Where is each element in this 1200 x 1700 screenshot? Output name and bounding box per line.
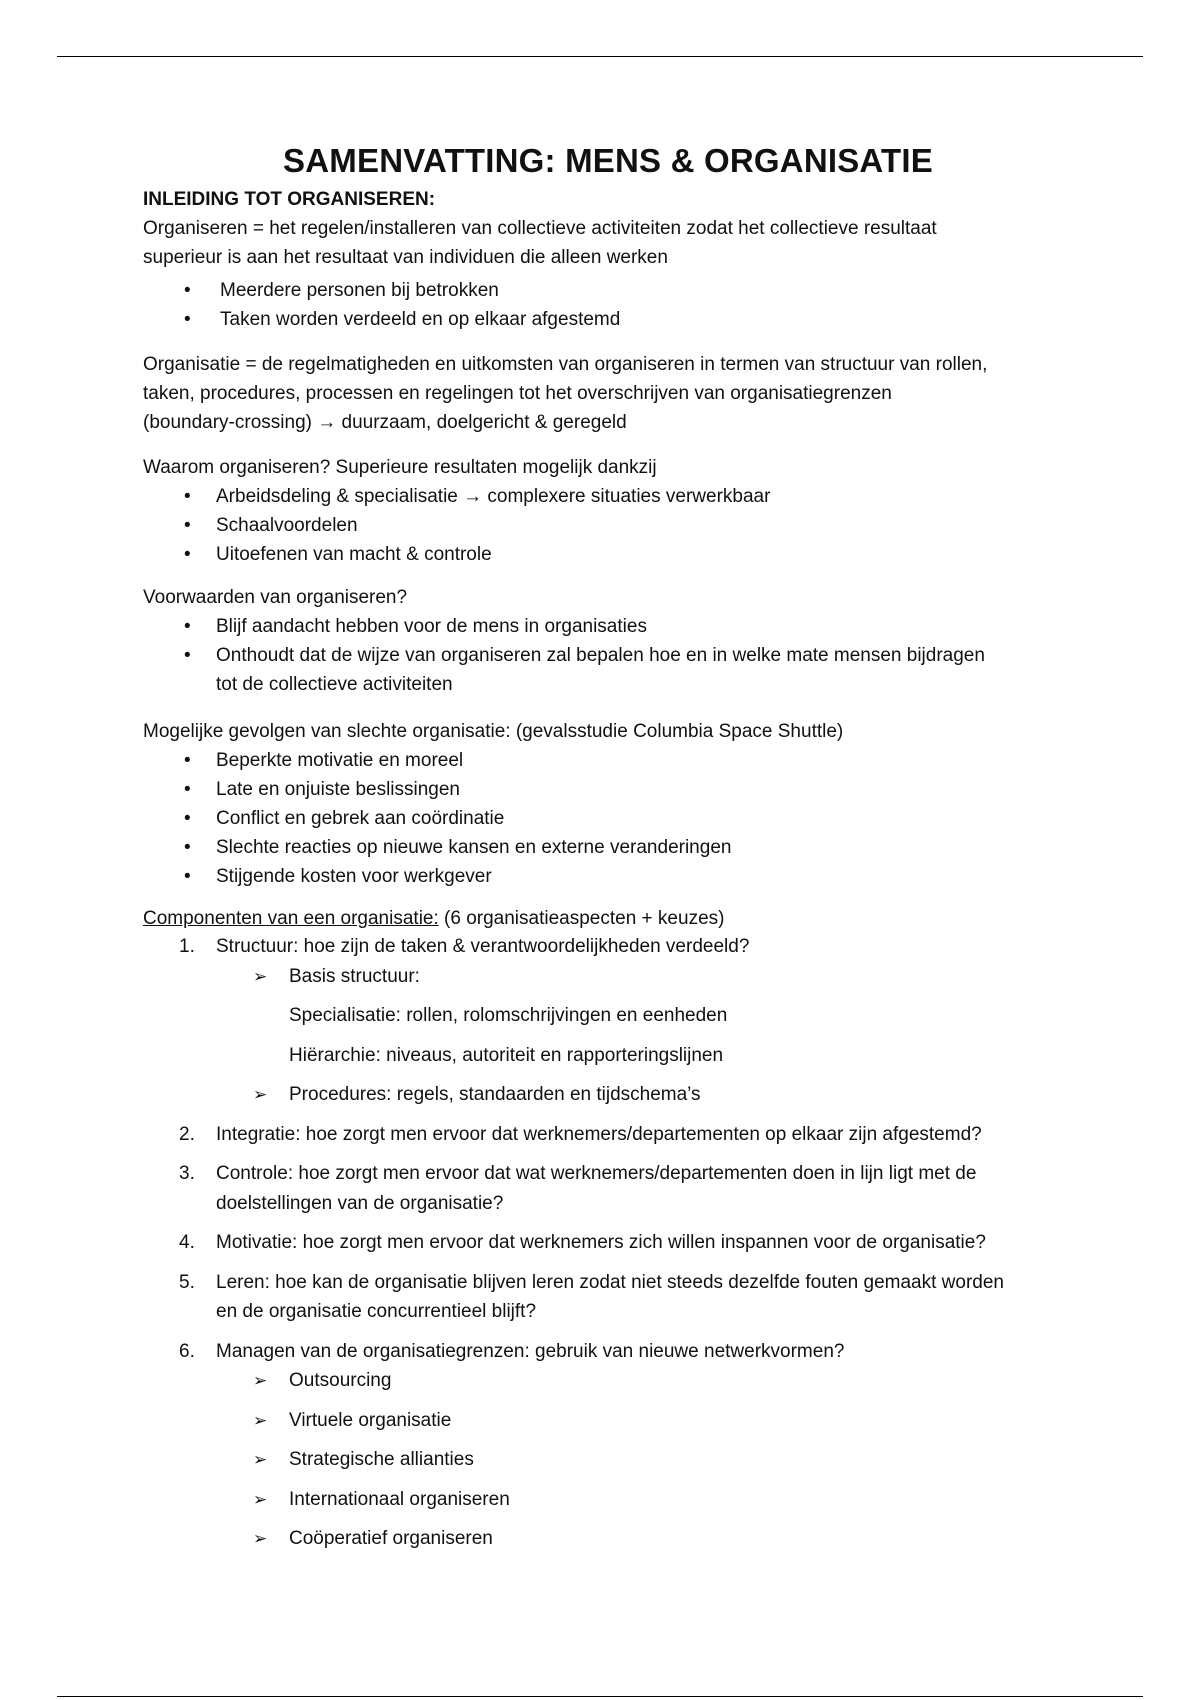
numbered-item-6: 6. Managen van de organisatiegrenzen: gebruik van nieuwe netwerkvormen? ➢ Outsourcing ➢ Virtuele organisatie ➢ Strategische allianties ➢ Internationaal organiseren ➢ Coöperatief organiseren <box>143 1337 1073 1554</box>
componenten-numbered-list <box>143 932 1073 1554</box>
numbered-item-4: 4. Motivatie: hoe zorgt men ervoor dat werknemers zich willen inspannen voor de organisatie? <box>179 1232 986 1253</box>
arrow-item: ➢ Coöperatief organiseren <box>143 1524 1073 1554</box>
arrow-item: ➢ Procedures: regels, standaarden en tijdschema’s <box>143 1080 1073 1110</box>
organiseren-bullet-list <box>143 276 1073 334</box>
arrow-item: ➢ Internationaal organiseren <box>143 1485 1073 1515</box>
list-item: • Stijgende kosten voor werkgever <box>143 862 1073 891</box>
arrow-item: ➢ Outsourcing <box>143 1366 1073 1396</box>
definition-organiseren: Organiseren = het regelen/installeren van collectieve activiteiten zodat het collectieve resultaat superieur is aan het resultaat van individuen die alleen werken <box>143 218 937 268</box>
netwerkvormen-sub-list <box>143 1366 1073 1554</box>
arrow-bullet-icon: ➢ <box>253 1410 268 1430</box>
gevolgen-bullet-list <box>143 746 1073 891</box>
numbered-item-1: 1. Structuur: hoe zijn de taken & verantwoordelijkheden verdeeld? ➢ Basis structuur: Specialisatie: rollen, rolomschrijvingen en eenheden Hiërarchie: niveaus, autoriteit en rapporteringslijnen ➢ Procedures: regels, standaarden en tijdschema’s <box>143 932 1073 1110</box>
definition-organisatie: Organisatie = de regelmatigheden en uitkomsten van organiseren in termen van structuur van rollen, taken, procedures, processen en regelingen tot het overschrijven van organisatiegrenzen (boundary-crossing) → duurzaam, doelgericht & geregeld <box>143 354 988 433</box>
numbered-item-2: 2. Integratie: hoe zorgt men ervoor dat werknemers/departementen op elkaar zijn afgestemd? <box>179 1123 982 1145</box>
list-item: • Onthoudt dat de wijze van organiseren zal bepalen hoe en in welke mate mensen bijdragen tot de collectieve activiteiten <box>143 641 1073 699</box>
list-item: • Schaalvoordelen <box>143 511 1073 540</box>
voorwaarden-bullet-list <box>143 612 1073 699</box>
componenten-underlined: Componenten van een organisatie: <box>143 908 439 929</box>
section-heading: INLEIDING TOT ORGANISEREN: <box>143 189 436 210</box>
list-item: • Conflict en gebrek aan coördinatie <box>143 804 1073 833</box>
arrow-item: ➢ Basis structuur: <box>143 962 1073 992</box>
top-rule <box>57 56 1143 57</box>
waarom-intro: Waarom organiseren? Superieure resultaten mogelijk dankzij <box>143 457 657 478</box>
list-item: • Meerdere personen bij betrokken <box>143 276 1073 305</box>
list-item: • Late en onjuiste beslissingen <box>143 775 1073 804</box>
numbered-item-3: 3. Controle: hoe zorgt men ervoor dat wat werknemers/departementen doen in lijn ligt met de doelstellingen van de organisatie? <box>179 1163 977 1214</box>
waarom-bullet-list <box>143 482 1073 569</box>
arrow-bullet-icon: ➢ <box>253 1529 268 1548</box>
arrow-bullet-icon: ➢ <box>253 966 268 986</box>
gevolgen-intro: Mogelijke gevolgen van slechte organisatie: (gevalsstudie Columbia Space Shuttle) <box>143 721 844 742</box>
arrow-bullet-icon: ➢ <box>253 1450 268 1469</box>
numbered-item-5: 5. Leren: hoe kan de organisatie blijven leren zodat niet steeds dezelfde fouten gemaakt worden en de organisatie concurrentieel blijft? <box>179 1271 1004 1322</box>
list-item: • Beperkte motivatie en moreel <box>143 746 1073 775</box>
list-item: • Arbeidsdeling & specialisatie → complexere situaties verwerkbaar <box>143 482 1073 511</box>
list-item: • Taken worden verdeeld en op elkaar afgestemd <box>143 305 1073 334</box>
document-body <box>143 140 1073 1554</box>
sub-line: Specialisatie: rollen, rolomschrijvingen en eenheden <box>289 1005 728 1026</box>
list-item: • Uitoefenen van macht & controle <box>143 540 1073 569</box>
arrow-item: ➢ Virtuele organisatie <box>143 1406 1073 1436</box>
arrow-bullet-icon: ➢ <box>253 1371 268 1390</box>
list-item: • Blijf aandacht hebben voor de mens in organisaties <box>143 612 1073 641</box>
bottom-rule <box>57 1696 1143 1697</box>
structuur-sub-list <box>143 962 1073 1110</box>
arrow-item: ➢ Strategische allianties <box>143 1445 1073 1475</box>
componenten-intro: Componenten van een organisatie: (6 organisatieaspecten + keuzes) <box>143 908 725 929</box>
list-item: • Slechte reacties op nieuwe kansen en externe veranderingen <box>143 833 1073 862</box>
arrow-bullet-icon: ➢ <box>253 1085 268 1104</box>
arrow-bullet-icon: ➢ <box>253 1489 268 1509</box>
sub-line: Hiërarchie: niveaus, autoriteit en rapporteringslijnen <box>289 1044 724 1066</box>
voorwaarden-intro: Voorwaarden van organiseren? <box>143 587 408 608</box>
page-title: SAMENVATTING: MENS & ORGANISATIE <box>283 142 933 179</box>
